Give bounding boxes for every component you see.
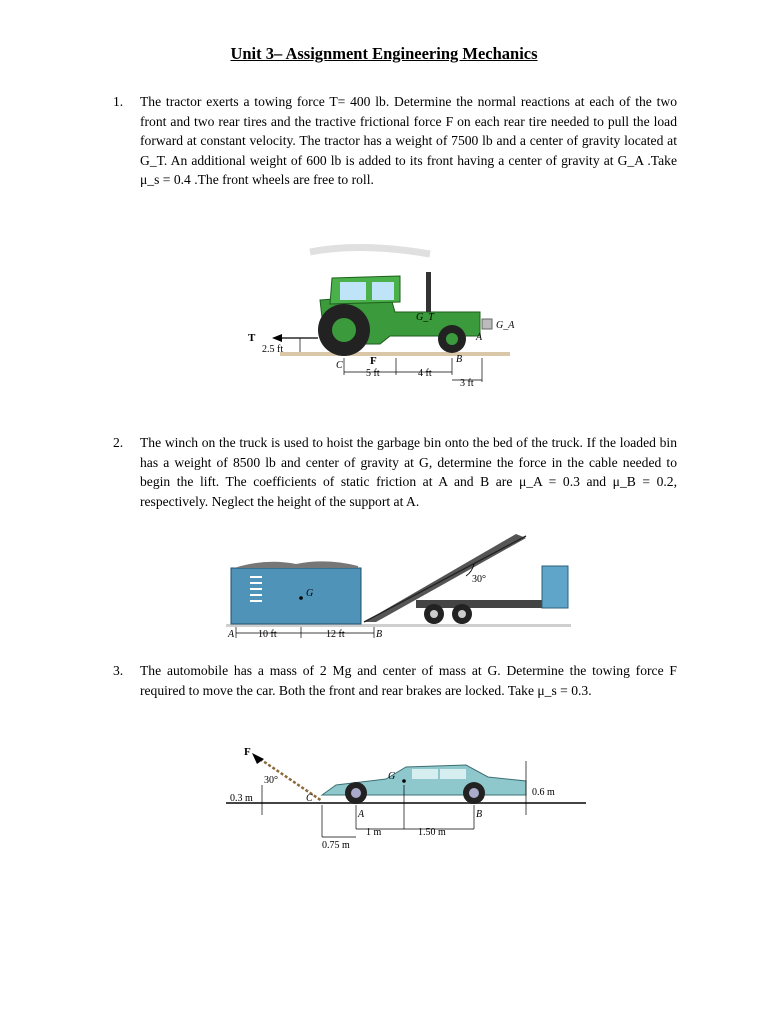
label-g: G bbox=[306, 588, 314, 599]
rear-hub bbox=[332, 318, 356, 342]
tractor-figure bbox=[240, 240, 520, 390]
label-a: A bbox=[476, 332, 483, 343]
label-gt: G_T bbox=[416, 312, 434, 323]
label-c: C bbox=[306, 793, 313, 804]
car-figure bbox=[226, 745, 596, 855]
label-0-6m: 0.6 m bbox=[532, 787, 555, 798]
question-number: 2. bbox=[113, 435, 124, 450]
label-1m: 1 m bbox=[366, 827, 382, 838]
label-1-50m: 1.50 m bbox=[418, 827, 446, 838]
label-b: B bbox=[476, 809, 483, 820]
label-0-75m: 0.75 m bbox=[322, 840, 350, 851]
force-arrow-head bbox=[252, 753, 264, 764]
label-t: T bbox=[248, 332, 256, 344]
cab-window-front bbox=[372, 282, 394, 300]
label-ga: G_A bbox=[496, 320, 515, 331]
label-10ft: 10 ft bbox=[258, 629, 277, 640]
label-f: F bbox=[244, 746, 251, 758]
question-text: The tractor exerts a towing force T= 400 lb. Determine the normal reactions at each of the two front and two rear tires and the tractive frictional force F on each rear tire needed to pull the load forward at constant velocity. The tractor has a weight of 7500 lb and a center of gravity located at G_T. An additional weight of 600 lb is added to its front having a center of gravity at G_A .Take μ_s = 0.4 .The front wheels are free to roll. bbox=[140, 94, 677, 187]
question-3 bbox=[113, 661, 677, 700]
label-4ft: 4 ft bbox=[418, 368, 432, 379]
truck-hub bbox=[458, 610, 466, 618]
label-0-3m: 0.3 m bbox=[230, 793, 253, 804]
label-3ft: 3 ft bbox=[460, 378, 474, 389]
label-b: B bbox=[376, 629, 383, 640]
question-number: 3. bbox=[113, 663, 124, 678]
label-a: A bbox=[228, 629, 235, 640]
garbage-load bbox=[234, 561, 358, 568]
arrow-head bbox=[272, 334, 282, 342]
question-1 bbox=[113, 92, 677, 190]
front-hub bbox=[446, 333, 458, 345]
bin-cg-point bbox=[299, 596, 303, 600]
label-angle: 30° bbox=[264, 775, 278, 786]
label-f: F bbox=[370, 355, 377, 367]
label-b: B bbox=[456, 354, 463, 365]
exhaust-stack bbox=[426, 272, 431, 312]
question-text: The automobile has a mass of 2 Mg and center of mass at G. Determine the towing force F required to move the car. Both the front and rear brakes are locked. Take μ_s = 0.3. bbox=[140, 663, 677, 698]
winch-cable bbox=[364, 536, 526, 622]
ground bbox=[280, 352, 510, 356]
label-2-5ft: 2.5 ft bbox=[262, 344, 284, 355]
exhaust-smoke bbox=[310, 247, 430, 254]
label-a: A bbox=[358, 809, 365, 820]
tractor-diagram bbox=[240, 240, 520, 390]
question-number: 1. bbox=[113, 94, 124, 109]
rear-hub bbox=[469, 788, 479, 798]
car-cg-point bbox=[402, 779, 406, 783]
label-angle: 30° bbox=[472, 574, 486, 585]
truck-cab bbox=[542, 566, 568, 608]
cab-window bbox=[340, 282, 366, 300]
label-12ft: 12 ft bbox=[326, 629, 345, 640]
label-g: G bbox=[388, 771, 396, 782]
car-window bbox=[440, 769, 466, 779]
truck-bin-figure bbox=[226, 530, 576, 645]
front-hub bbox=[351, 788, 361, 798]
question-text: The winch on the truck is used to hoist the garbage bin onto the bed of the truck. If the loaded bin has a weight of 8500 lb and center of gravity at G, determine the force in the cable needed to begin the lift. The coefficients of static friction at A and B are μ_A = 0.3 and μ_B = 0.2, respectively. Neglect the height of the support at A. bbox=[140, 435, 677, 509]
truck-bin-diagram bbox=[226, 530, 576, 645]
question-2 bbox=[113, 433, 677, 511]
label-5ft: 5 ft bbox=[366, 368, 380, 379]
front-weight bbox=[482, 319, 492, 329]
car-diagram bbox=[226, 745, 596, 855]
truck-hub bbox=[430, 610, 438, 618]
page-title: Unit 3– Assignment Engineering Mechanics bbox=[230, 44, 538, 63]
label-c: C bbox=[336, 360, 343, 371]
car-window bbox=[412, 769, 438, 779]
